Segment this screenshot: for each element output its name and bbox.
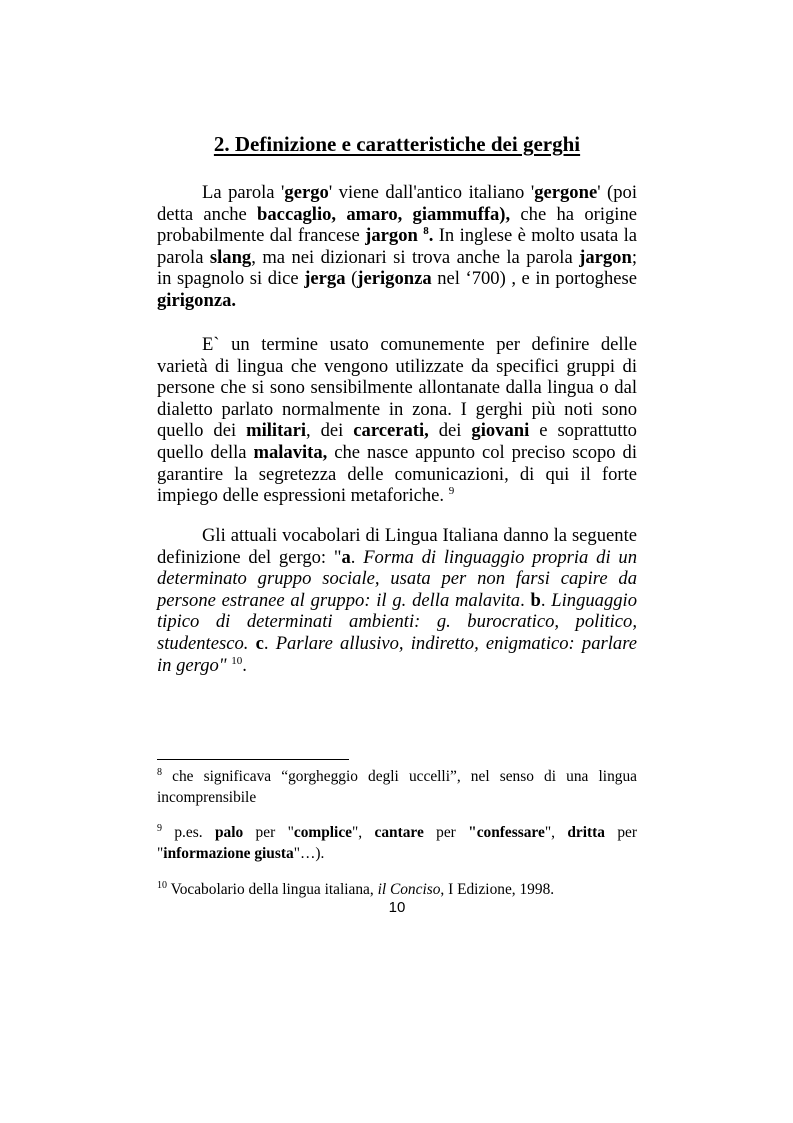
text: . <box>263 632 276 654</box>
term-girigonza: girigonza. <box>157 289 237 311</box>
footnote-10 <box>157 879 637 900</box>
text: . <box>428 225 434 247</box>
footnote-number: 10 <box>157 880 167 891</box>
text: Vocabolario della lingua italiana, <box>167 881 378 898</box>
page-number: 10 <box>388 899 406 916</box>
paragraph-3 <box>157 525 637 676</box>
text: "…). <box>293 845 325 862</box>
text: per " <box>157 824 637 862</box>
text: che nasce appunto col preciso scopo di garantire la segretezza delle comunicazioni, di qui il forte impiego delle espressioni metaforiche. <box>157 441 637 507</box>
term-palo: palo <box>214 824 244 841</box>
term-militari: militari <box>246 420 306 442</box>
footnote-text: che significava “gorgheggio degli uccelli”, nel senso di una lingua incomprensibile <box>157 768 637 806</box>
text: ' (poi detta anche <box>157 182 637 225</box>
term-jerigonza: jerigonza <box>357 268 432 290</box>
term-jerga: jerga <box>304 268 346 290</box>
footnote-number: 9 <box>157 823 162 834</box>
text: ", <box>544 824 568 841</box>
footnote-9 <box>157 822 637 864</box>
term-giovani: giovani <box>471 420 530 442</box>
text: ", <box>351 824 375 841</box>
text: ' viene dall'antico italiano ' <box>328 182 535 203</box>
term-gergo: gergo <box>284 182 329 203</box>
text: E` un termine usato comunemente per definire delle varietà di lingua che vengono utilizzate da specifici gruppi di persone che si sono sensibilmente allontanate dalla lingua o dal dialetto parlato normalmente in zona. I gerghi più noti sono quello dei <box>157 334 637 442</box>
term-synonyms: baccaglio, amaro, giammuffa), <box>257 203 511 225</box>
text: . <box>350 546 364 568</box>
text: . <box>242 654 247 676</box>
term-gergone: gergone <box>534 182 598 203</box>
footnote-divider <box>157 759 349 760</box>
footnote-number: 8 <box>157 767 162 778</box>
section-title: 2. Definizione e caratteristiche dei gerghi <box>213 132 581 156</box>
term-jargon: jargon <box>365 225 424 247</box>
term-jargon-2: jargon <box>579 246 632 268</box>
paragraph-1 <box>157 182 637 312</box>
text: ( <box>345 268 358 290</box>
text: , dei <box>306 420 354 442</box>
footnote-ref-10: 10 <box>231 654 243 667</box>
text: In inglese è molto usata la parola <box>157 225 638 268</box>
text: ; in spagnolo si dice <box>157 246 637 290</box>
text: e soprattutto quello della <box>157 420 637 463</box>
text: La parola ' <box>202 182 285 203</box>
text: . <box>520 589 531 611</box>
text: per " <box>243 824 294 841</box>
term-informazione-giusta: informazione giusta <box>163 845 294 862</box>
text: p.es. <box>162 824 215 841</box>
term-complice: complice <box>293 824 352 841</box>
text: , I Edizione, 1998. <box>440 881 555 898</box>
definition-a: Forma di linguaggio propria di un determinato gruppo sociale, usata per non farsi capire da persone estranee al gruppo: il g. della malavita <box>157 546 637 611</box>
definition-b-label: b <box>530 589 541 611</box>
term-confessare: "confessare <box>468 824 545 841</box>
footnote-ref-8: 8 <box>423 225 429 238</box>
term-cantare: cantare <box>374 824 424 841</box>
text: Gli attuali vocabolari di Lingua Italiana danno la seguente definizione del gergo: " <box>157 525 637 568</box>
footnote-8 <box>157 766 637 808</box>
text: . <box>540 589 552 611</box>
definition-a-label: a <box>341 546 351 568</box>
text: nel ‘700) , e in portoghese <box>431 268 637 290</box>
text: dei <box>428 420 472 442</box>
book-title: il Conciso <box>377 881 441 898</box>
definition-b: Linguaggio tipico di determinati ambienti: g. burocratico, politico, studentesco. <box>157 589 638 654</box>
text: per <box>423 824 469 841</box>
text: , ma nei dizionari si trova anche la parola <box>251 246 580 268</box>
definition-c-label: c <box>255 632 264 654</box>
paragraph-2 <box>157 334 637 507</box>
definition-c: Parlare allusivo, indiretto, enigmatico: parlare in gergo" <box>157 632 638 676</box>
term-slang: slang <box>209 246 252 268</box>
term-carcerati: carcerati, <box>353 420 429 442</box>
footnote-ref-9: 9 <box>448 485 455 498</box>
text: che ha origine probabilmente dal francese <box>157 203 637 247</box>
term-malavita: malavita, <box>253 441 328 463</box>
term-dritta: dritta <box>567 824 605 841</box>
